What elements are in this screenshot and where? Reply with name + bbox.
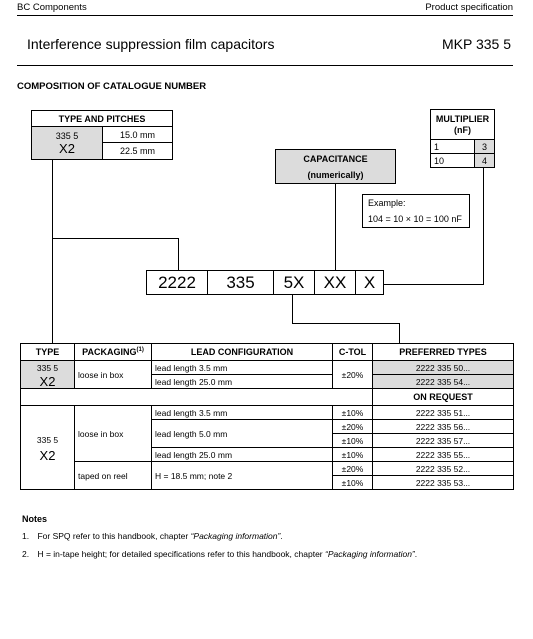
g2-ctol-5: ±20%: [333, 462, 373, 476]
example-formula: 104 = 10 × 10 = 100 nF: [368, 214, 462, 224]
connector-5x-horizontal: [292, 323, 400, 324]
g2-lead-3: lead length 25.0 mm: [152, 448, 333, 462]
table-row: [21, 361, 514, 375]
g1-ctol: ±20%: [333, 361, 373, 389]
composition-table: [20, 343, 514, 490]
multiplier-title-line2: (nF): [454, 124, 471, 135]
g2-pref-4: 2222 335 55...: [373, 448, 514, 462]
g1-pref-2: 2222 335 54...: [373, 375, 514, 389]
multiplier-val-2: 4: [475, 154, 494, 167]
col-header-lead: LEAD CONFIGURATION: [152, 344, 333, 361]
header-rule-bottom: [17, 65, 513, 66]
g1-lead-2: lead length 25.0 mm: [152, 375, 333, 389]
on-request-label: ON REQUEST: [373, 389, 514, 406]
page-title: Interference suppression film capacitors: [27, 36, 275, 52]
example-label: Example:: [368, 198, 406, 208]
g2-type-class: X2: [39, 447, 56, 463]
multiplier-title: [431, 110, 494, 140]
g2-pref-6: 2222 335 53...: [373, 476, 514, 490]
g1-type-cell: [21, 361, 75, 389]
notes-title: Notes: [22, 514, 48, 524]
g2-type-cell: [21, 406, 75, 490]
doc-type: Product specification: [425, 2, 513, 13]
g2-ctol-6: ±10%: [333, 476, 373, 490]
capacitance-sublabel: (numerically): [307, 169, 364, 180]
note-2-text: H = in-tape height; for detailed specifications refer to this handbook, chapter: [37, 549, 325, 559]
g1-pref-1: 2222 335 50...: [373, 361, 514, 375]
g2-ctol-4: ±10%: [333, 448, 373, 462]
catalogue-part-2: 335: [208, 271, 274, 294]
packaging-footnote-ref: (1): [136, 347, 144, 353]
g2-ctol-1: ±10%: [333, 406, 373, 420]
g2-pref-1: 2222 335 51...: [373, 406, 514, 420]
capacitance-label: CAPACITANCE: [303, 153, 368, 164]
table-row: [21, 406, 514, 420]
multiplier-key-1: 1: [431, 140, 475, 154]
col-header-ctol: C-TOL: [333, 344, 373, 361]
packaging-header-label: PACKAGING: [82, 347, 137, 357]
note-1-italic: “Packaging information”: [190, 531, 281, 541]
note-2-number: 2.: [22, 549, 30, 559]
g2-pref-2: 2222 335 56...: [373, 420, 514, 434]
g2-pref-3: 2222 335 57...: [373, 434, 514, 448]
g1-lead-1: lead length 3.5 mm: [152, 361, 333, 375]
multiplier-val-1: 3: [475, 140, 494, 154]
on-request-spacer: [21, 389, 373, 406]
note-1: [22, 531, 283, 541]
header-rule-top: [17, 15, 513, 16]
multiplier-title-line1: MULTIPLIER: [435, 113, 490, 124]
connector-to-preferred: [399, 323, 400, 344]
connector-type-to-box: [178, 238, 179, 270]
g2-lead-4: H = 18.5 mm; note 2: [152, 462, 333, 490]
example-box: [362, 194, 470, 228]
catalogue-part-1: 2222: [147, 271, 208, 294]
part-number: MKP 335 5: [441, 36, 511, 52]
table-row: [21, 389, 514, 406]
note-2-end: .: [414, 549, 418, 559]
company-name: BC Components: [17, 2, 87, 13]
col-header-type: TYPE: [21, 344, 75, 361]
catalogue-number: [146, 270, 384, 295]
connector-5x-down: [292, 295, 293, 323]
connector-type-stub: [52, 160, 53, 170]
type-pitches-box: [31, 110, 173, 160]
g2-lead-1: lead length 3.5 mm: [152, 406, 333, 420]
connector-type-horizontal: [52, 238, 179, 239]
col-header-packaging: [75, 344, 152, 361]
type-class: X2: [59, 140, 75, 156]
pitch-2: 22.5 mm: [119, 146, 155, 156]
g1-type-code: 335 5: [36, 362, 59, 373]
note-1-end: .: [280, 531, 283, 541]
multiplier-box: [430, 109, 495, 168]
note-1-number: 1.: [22, 531, 30, 541]
note-1-text: For SPQ refer to this handbook, chapter: [37, 531, 191, 541]
type-code-cell: [32, 127, 103, 159]
note-2: [22, 549, 417, 559]
note-2-italic: “Packaging information”: [325, 549, 415, 559]
catalogue-part-4: XX: [315, 271, 356, 294]
pitch-1: 15.0 mm: [103, 127, 172, 143]
catalogue-part-5: X: [363, 272, 376, 292]
col-header-preferred: PREFERRED TYPES: [373, 344, 514, 361]
g2-pref-5: 2222 335 52...: [373, 462, 514, 476]
connector-multiplier-down: [483, 168, 484, 285]
g2-ctol-3: ±10%: [333, 434, 373, 448]
g2-packaging-loose: loose in box: [75, 406, 152, 462]
g2-ctol-2: ±20%: [333, 420, 373, 434]
connector-type-down: [52, 170, 53, 344]
catalogue-part-3: 5X: [274, 271, 315, 294]
g2-lead-2: lead length 5.0 mm: [152, 420, 333, 448]
type-code: 335 5: [55, 130, 79, 141]
connector-capacitance: [335, 184, 336, 270]
g1-packaging: loose in box: [75, 361, 152, 389]
g2-packaging-taped: taped on reel: [75, 462, 152, 490]
table-row: [21, 462, 514, 476]
section-title: COMPOSITION OF CATALOGUE NUMBER: [17, 81, 207, 92]
connector-multiplier-horizontal: [384, 284, 484, 285]
type-pitches-title: TYPE AND PITCHES: [32, 111, 172, 127]
capacitance-box: [275, 149, 396, 184]
g1-type-class: X2: [39, 373, 56, 389]
multiplier-key-2: 10: [431, 154, 475, 167]
g2-type-code: 335 5: [36, 434, 59, 445]
